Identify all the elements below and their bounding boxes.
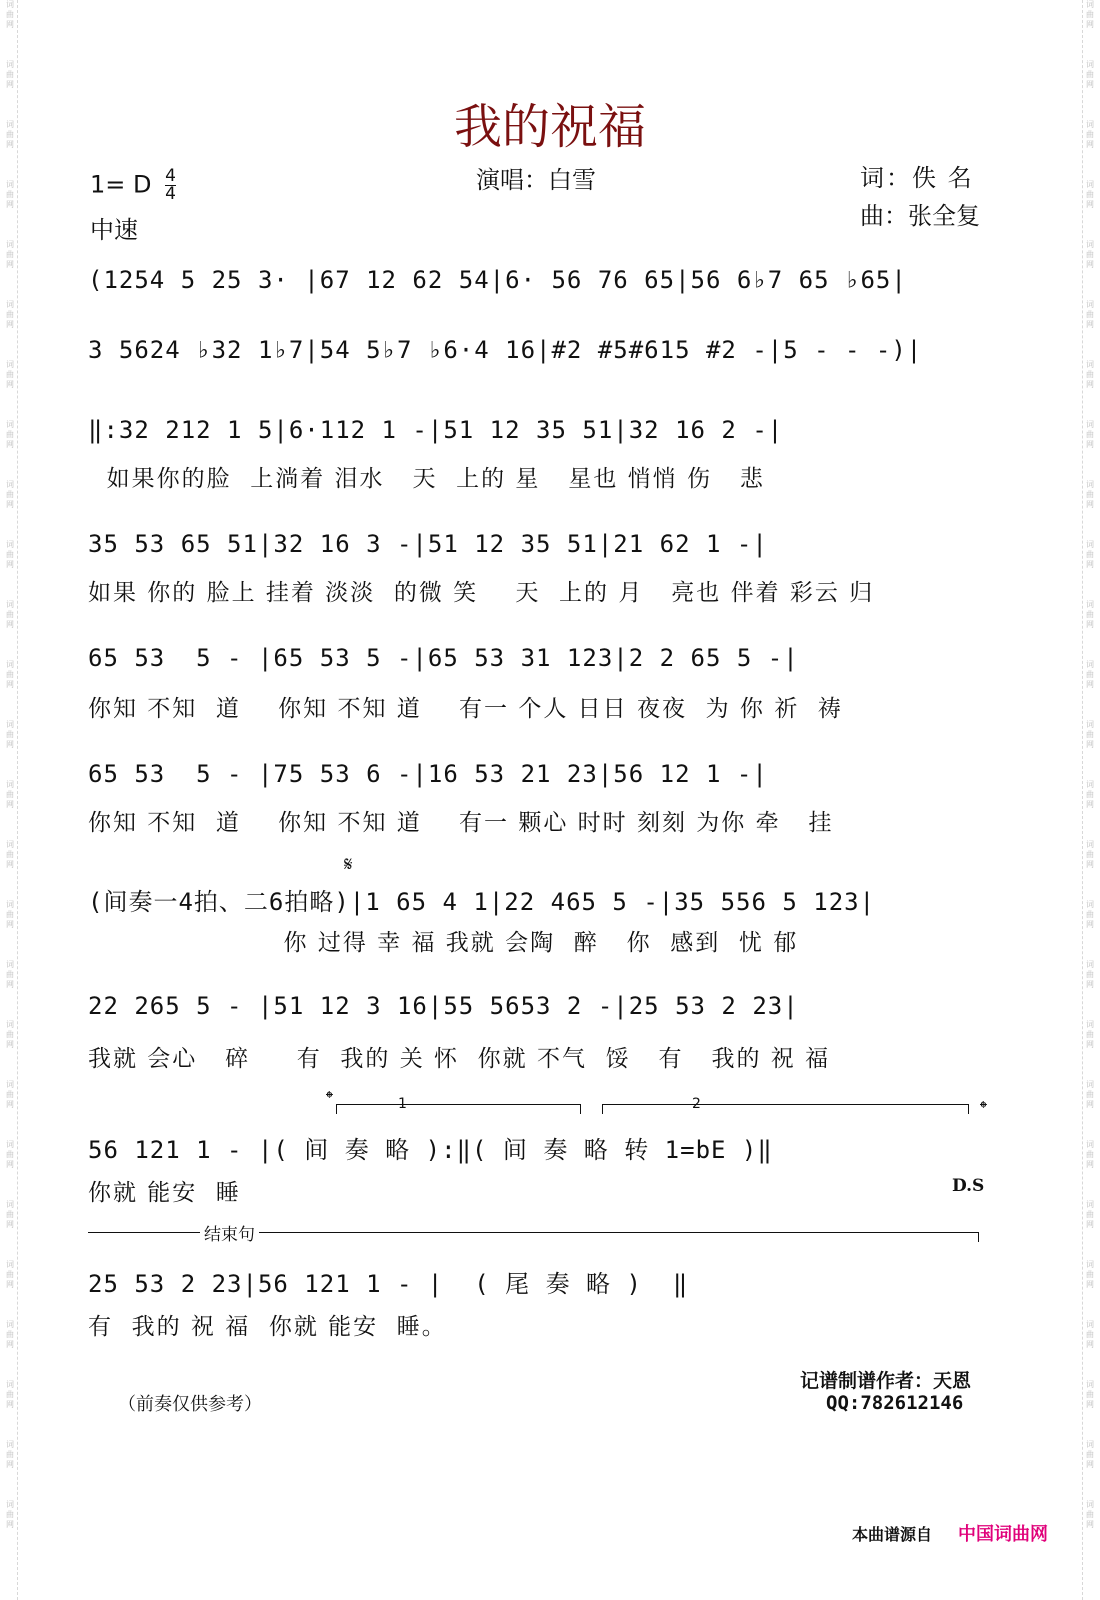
coda-sign-2: 𝄌 — [980, 1096, 987, 1120]
left-watermark-strip — [3, 0, 18, 1600]
watermark-text: 词曲网 — [6, 300, 14, 329]
time-sig-bottom: 4 — [165, 184, 176, 204]
watermark-text: 词曲网 — [1086, 1020, 1094, 1049]
watermark-text: 词曲网 — [1086, 480, 1094, 509]
lyric-line-8: 我就 会心 碎 有 我的 关 怀 你就 不气 馁 有 我的 祝 福 — [88, 1046, 831, 1072]
notation-line-9: 56 121 1 - |( 间 奏 略 ):‖( 间 奏 略 转 1=bE )‖ — [88, 1136, 773, 1164]
watermark-text: 词曲网 — [6, 420, 14, 449]
lyric-line-3: 如果你的脸 上淌着 泪水 天 上的 星 星也 悄悄 伤 悲 — [88, 466, 765, 492]
watermark-text: 词曲网 — [6, 360, 14, 389]
watermark-text: 词曲网 — [1086, 780, 1094, 809]
ending-label: 结束句 — [200, 1220, 259, 1245]
lyric-line-10: 有 我的 祝 福 你就 能安 睡。 — [88, 1314, 447, 1340]
watermark-text: 词曲网 — [1086, 1140, 1094, 1169]
watermark-text: 词曲网 — [1086, 420, 1094, 449]
watermark-text: 词曲网 — [6, 480, 14, 509]
lyric-line-4: 如果 你的 脸上 挂着 淡淡 的微 笑 天 上的 月 亮也 伴着 彩云 归 — [88, 580, 875, 606]
prelude-note: （前奏仅供参考） — [118, 1394, 262, 1415]
watermark-text: 词曲网 — [1086, 180, 1094, 209]
watermark-text: 词曲网 — [6, 1200, 14, 1229]
volta-1-number: 1 — [398, 1096, 407, 1112]
watermark-text: 词曲网 — [1086, 540, 1094, 569]
notation-line-8: 22 265 5 - |51 12 3 16|55 5653 2 -|25 53 2 23| — [88, 992, 799, 1020]
volta-2-start — [602, 1104, 603, 1114]
watermark-text: 词曲网 — [1086, 60, 1094, 89]
watermark-text: 词曲网 — [6, 1080, 14, 1109]
watermark-text: 词曲网 — [1086, 1380, 1094, 1409]
lyric-line-7: 你 过得 幸 福 我就 会陶 醉 你 感到 忧 郁 — [88, 930, 799, 956]
volta-1-start — [336, 1104, 337, 1114]
volta-2-bracket — [602, 1104, 968, 1105]
watermark-text: 词曲网 — [1086, 900, 1094, 929]
volta-2-end — [968, 1104, 969, 1114]
lyric-line-9: 你就 能安 睡 — [88, 1180, 241, 1206]
source-label: 本曲谱源自 — [852, 1525, 933, 1544]
transcriber-credit: 记谱制谱作者：天恩 — [800, 1370, 972, 1392]
singer-credit: 演唱：白雪 — [476, 166, 596, 194]
watermark-text: 词曲网 — [1086, 720, 1094, 749]
watermark-text: 词曲网 — [6, 120, 14, 149]
notation-line-2: 3 5624 ♭32 1♭7|54 5♭7 ♭6·4 16|#2 #5#615 #2 -|5 - - -)| — [88, 336, 923, 364]
notation-line-1: (1254 5 25 3· |67 12 62 54|6· 56 76 65|56 6♭7 65 ♭65| — [88, 266, 907, 294]
watermark-text: 词曲网 — [1086, 1200, 1094, 1229]
watermark-text: 词曲网 — [6, 1500, 14, 1529]
watermark-text: 词曲网 — [6, 180, 14, 209]
watermark-text: 词曲网 — [6, 960, 14, 989]
notation-line-3: ‖:32 212 1 5|6·112 1 -|51 12 35 51|32 16 2 -| — [88, 416, 784, 444]
source-site-link[interactable]: 中国词曲网 — [958, 1524, 1048, 1545]
segno-sign: 𝄋 — [344, 852, 353, 876]
key-label: 1= D — [90, 170, 152, 199]
watermark-text: 词曲网 — [6, 1020, 14, 1049]
watermark-text: 词曲网 — [1086, 120, 1094, 149]
watermark-text: 词曲网 — [6, 1440, 14, 1469]
notation-line-10: 25 53 2 23|56 121 1 - | ( 尾 奏 略 ) ‖ — [88, 1270, 689, 1298]
watermark-text: 词曲网 — [1086, 1440, 1094, 1469]
notation-line-5: 65 53 5 - |65 53 5 -|65 53 31 123|2 2 65 5 -| — [88, 644, 799, 672]
watermark-text: 词曲网 — [6, 1140, 14, 1169]
watermark-text: 词曲网 — [1086, 1080, 1094, 1109]
right-watermark-strip — [1082, 0, 1097, 1600]
lyric-line-5: 你知 不知 道 你知 不知 道 有一 个人 日日 夜夜 为 你 祈 祷 — [88, 696, 843, 722]
watermark-text: 词曲网 — [6, 1320, 14, 1349]
watermark-text: 词曲网 — [6, 780, 14, 809]
transcriber-qq: QQ:782612146 — [826, 1392, 964, 1414]
coda-sign: 𝄌 — [326, 1086, 333, 1110]
watermark-text: 词曲网 — [6, 60, 14, 89]
watermark-text: 词曲网 — [6, 600, 14, 629]
watermark-text: 词曲网 — [1086, 1500, 1094, 1529]
notation-line-7: (间奏一4拍、二6拍略)|1 65 4 1|22 465 5 -|35 556 5 123| — [88, 888, 876, 916]
watermark-text: 词曲网 — [6, 240, 14, 269]
watermark-text: 词曲网 — [1086, 1320, 1094, 1349]
watermark-text: 词曲网 — [1086, 960, 1094, 989]
watermark-text: 词曲网 — [6, 900, 14, 929]
volta-1-bracket — [336, 1104, 580, 1105]
lyric-line-6: 你知 不知 道 你知 不知 道 有一 颗心 时时 刻刻 为你 牵 挂 — [88, 810, 834, 836]
notation-line-4: 35 53 65 51|32 16 3 -|51 12 35 51|21 62 1 -| — [88, 530, 768, 558]
watermark-text: 词曲网 — [6, 720, 14, 749]
ending-bracket-end — [978, 1232, 979, 1242]
da-segno-marking: D.S — [952, 1176, 985, 1196]
watermark-text: 词曲网 — [1086, 240, 1094, 269]
watermark-text: 词曲网 — [1086, 0, 1094, 29]
watermark-text: 词曲网 — [1086, 360, 1094, 389]
time-signature — [165, 168, 176, 203]
key-signature — [90, 168, 176, 203]
lyricist-credit: 词：佚 名 — [860, 164, 974, 192]
volta-2-number: 2 — [692, 1096, 701, 1112]
notation-line-6: 65 53 5 - |75 53 6 -|16 53 21 23|56 12 1 -| — [88, 760, 768, 788]
watermark-text: 词曲网 — [6, 660, 14, 689]
watermark-text: 词曲网 — [6, 1260, 14, 1289]
watermark-text: 词曲网 — [1086, 660, 1094, 689]
composer-credit: 曲：张全复 — [860, 202, 980, 230]
watermark-text: 词曲网 — [1086, 600, 1094, 629]
volta-1-end — [580, 1104, 581, 1114]
song-title: 我的祝福 — [453, 99, 646, 155]
watermark-text: 词曲网 — [1086, 300, 1094, 329]
watermark-text: 词曲网 — [1086, 840, 1094, 869]
watermark-text: 词曲网 — [6, 0, 14, 29]
time-sig-top: 4 — [165, 166, 176, 186]
watermark-text: 词曲网 — [6, 840, 14, 869]
watermark-text: 词曲网 — [1086, 1260, 1094, 1289]
watermark-text: 词曲网 — [6, 1380, 14, 1409]
watermark-text: 词曲网 — [6, 540, 14, 569]
tempo-marking: 中速 — [90, 216, 138, 244]
